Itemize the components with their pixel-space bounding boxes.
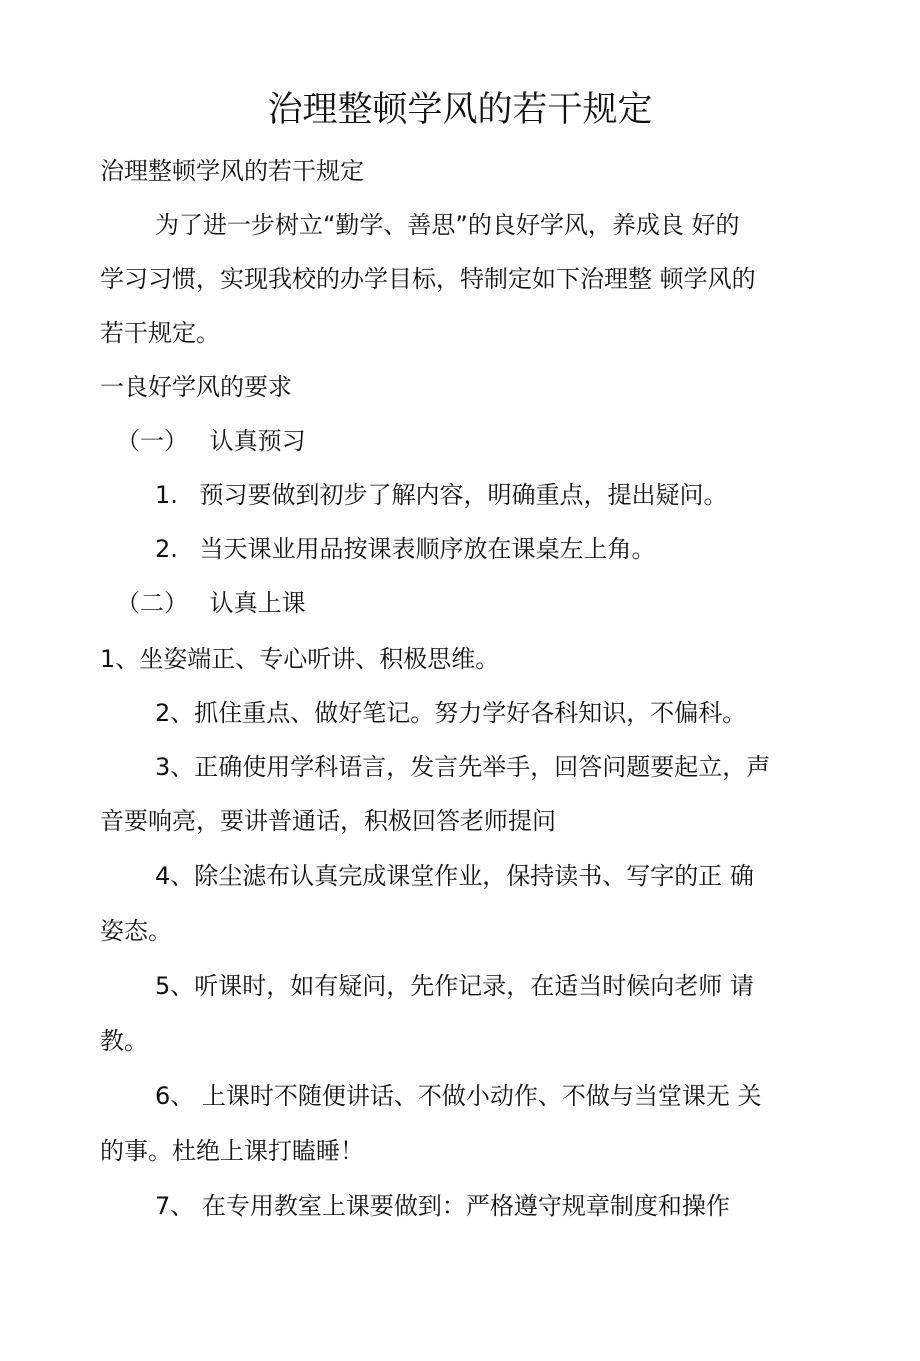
list-item-number: 1.: [155, 481, 178, 509]
subsection-label: （一）: [116, 427, 188, 455]
intro-line-3: 若干规定。: [100, 319, 220, 347]
list-item: [155, 532, 656, 566]
intro-line-1: 为了进一步树立“勤学、善思”的良好学风，养成良 好的: [155, 211, 740, 239]
rule-4-line-2: 姿态。: [100, 917, 172, 945]
rule-5-line-2: 教。: [100, 1027, 148, 1055]
subsection-heading-1: [116, 424, 306, 458]
list-item-text: 当天课业用品按课表顺序放在课桌左上角。: [199, 535, 656, 563]
document-title: 治理整顿学风的若干规定: [267, 90, 653, 130]
subsection-label: （二）: [116, 589, 188, 617]
rule-6-line-1: 6、 上课时不随便讲话、不做小动作、不做与当堂课无 关: [155, 1082, 762, 1110]
subsection-heading-2: [116, 586, 306, 620]
rule-6-line-2: 的事。杜绝上课打瞌睡！: [100, 1137, 364, 1165]
rule-5-line-1: 5、听课时，如有疑问，先作记录，在适当时候向老师 请: [155, 972, 754, 1000]
subsection-title: 认真预习: [209, 427, 306, 455]
list-item-number: 2.: [155, 535, 178, 563]
rule-7-line-1: 7、 在专用教室上课要做到：严格遵守规章制度和操作: [155, 1192, 730, 1220]
document-subtitle: 治理整顿学风的若干规定: [100, 157, 364, 185]
rule-3-line-2: 音要响亮，要讲普通话，积极回答老师提问: [100, 807, 556, 835]
rule-1-line-1: 1、坐姿端正、专心听讲、积极思维。: [100, 645, 500, 673]
list-item: [155, 478, 728, 512]
intro-line-2: 学习习惯，实现我校的办学目标，特制定如下治理整 顿学风的: [100, 265, 756, 293]
rule-2-line-1: 2、抓住重点、做好笔记。努力学好各科知识，不偏科。: [155, 699, 747, 727]
rule-4-line-1: 4、除尘滤布认真完成课堂作业，保持读书、写字的正 确: [155, 862, 754, 890]
rule-3-line-1: 3、正确使用学科语言，发言先举手，回答问题要起立，声: [155, 753, 771, 781]
list-item-text: 预习要做到初步了解内容，明确重点，提出疑问。: [199, 481, 728, 509]
section-heading: 一良好学风的要求: [100, 373, 292, 401]
subsection-title: 认真上课: [209, 589, 306, 617]
